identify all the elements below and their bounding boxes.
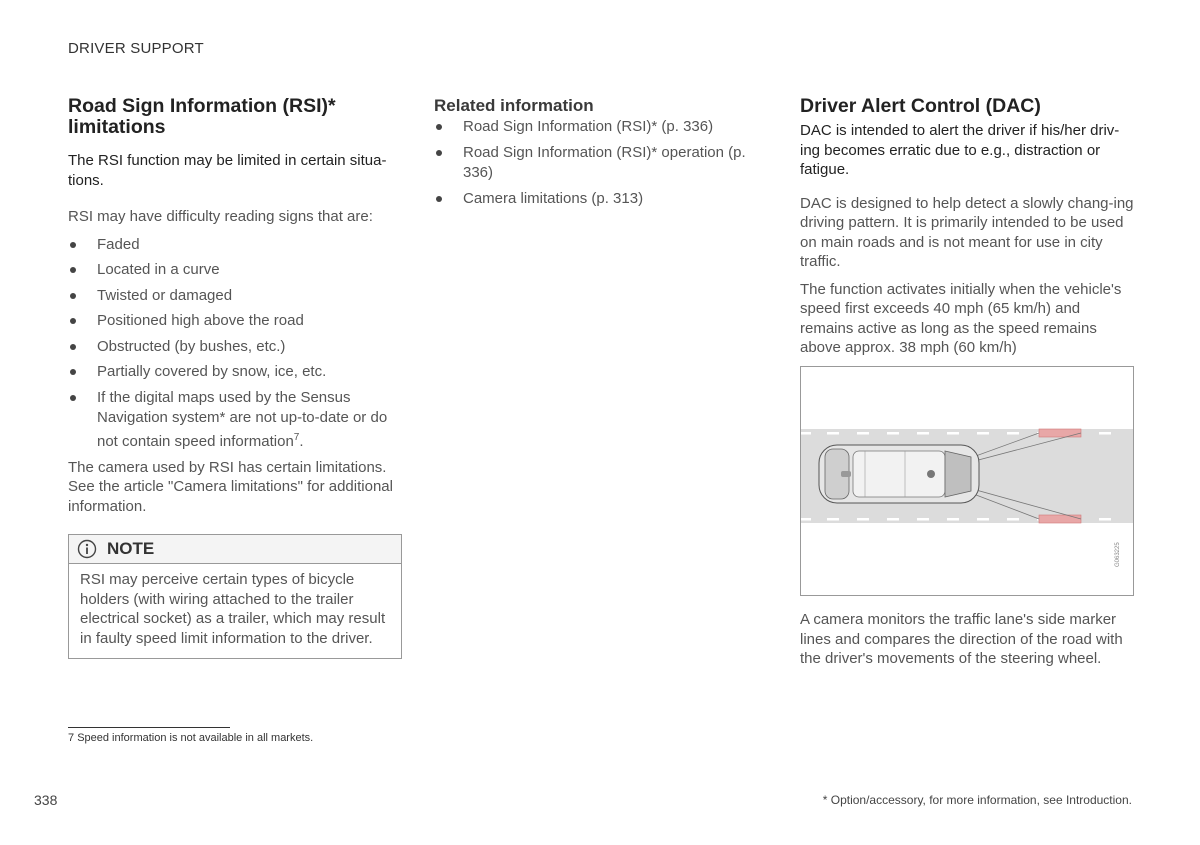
list-item: Faded <box>68 235 402 255</box>
car-top-view-icon <box>819 445 979 503</box>
dac-illustration <box>800 366 1134 596</box>
note-heading: NOTE <box>107 539 155 558</box>
note-box <box>68 534 402 659</box>
rsi-bullet-list <box>68 235 402 452</box>
bullet-dot-icon <box>436 196 442 202</box>
related-link[interactable]: Road Sign Information (RSI)* (p. 336) <box>434 117 754 137</box>
related-link[interactable]: Road Sign Information (RSI)* operation (p. 336) <box>434 143 754 183</box>
camera-lane-diagram <box>801 367 1133 595</box>
bullet-dot-icon <box>70 318 76 324</box>
related-heading: Related information <box>434 96 594 115</box>
dac-lead: DAC is intended to alert the driver if his/her driv-ing becomes erratic due to e.g., distraction or fatigue. <box>800 122 1120 178</box>
note-text: RSI may perceive certain types of bicycle holders (with wiring attached to the trailer electrical socket) as a trailer, which may result in faulty speed limit information to the driver. <box>80 571 386 647</box>
related-link[interactable]: Camera limitations (p. 313) <box>434 189 754 209</box>
bullet-dot-icon <box>70 293 76 299</box>
page-number: 338 <box>34 792 58 808</box>
list-item: Positioned high above the road <box>68 311 402 331</box>
list-item: Twisted or damaged <box>68 286 402 306</box>
bullet-dot-icon <box>70 369 76 375</box>
monitored-marker-bottom <box>1039 515 1081 523</box>
dac-paragraph-2: The function activates initially when the vehicle's speed first exceeds 40 mph (65 km/h) and remains active as long as the speed remains above approx. 38 mph (60 km/h) <box>800 280 1122 356</box>
list-item: If the digital maps used by the Sensus Navigation system* are not up-to-date or do not contain speed information$^7$. <box>68 388 402 452</box>
figure-caption: A camera monitors the traffic lane's side marker lines and compares the direction of the road with the driver's movements of the steering wheel. <box>800 611 1123 667</box>
note-header <box>69 535 401 564</box>
list-item: Located in a curve <box>68 260 402 280</box>
footnote-number: 7 <box>68 732 75 744</box>
related-list <box>434 117 754 209</box>
bullet-dot-icon <box>70 267 76 273</box>
rsi-intro: The RSI function may be limited in certain situa-tions. <box>68 152 387 189</box>
rsi-title: Road Sign Information (RSI)* limitations <box>68 95 336 138</box>
dac-title: Driver Alert Control (DAC) <box>800 95 1041 117</box>
rsi-column <box>68 96 402 659</box>
list-item: Partially covered by snow, ice, etc. <box>68 362 402 382</box>
dac-column <box>800 96 1134 358</box>
footnote <box>68 732 313 744</box>
dac-paragraph-1: DAC is designed to help detect a slowly chang-ing driving pattern. It is primarily intended to be used on main roads and is not meant for use in city traffic. <box>800 194 1134 270</box>
option-footnote: * Option/accessory, for more information, see Introduction. <box>822 793 1132 807</box>
info-circle-icon <box>77 539 97 559</box>
section-header: DRIVER SUPPORT <box>68 40 204 57</box>
bullet-dot-icon <box>70 344 76 350</box>
bullet-dot-icon <box>70 395 76 401</box>
footnote-text: Speed information is not available in all markets. <box>77 732 314 744</box>
bullet-dot-icon <box>436 150 442 156</box>
bullet-dot-icon <box>436 124 442 130</box>
rsi-camera-note: The camera used by RSI has certain limitations. See the article "Camera limitations" for additional information. <box>68 458 393 515</box>
related-column <box>434 96 754 209</box>
figure-code: G063225 <box>1115 542 1121 567</box>
footnote-divider <box>68 727 230 728</box>
bullet-dot-icon <box>70 242 76 248</box>
monitored-marker-top <box>1039 429 1081 437</box>
list-item: Obstructed (by bushes, etc.) <box>68 337 402 357</box>
rsi-difficulty-lead: RSI may have difficulty reading signs that are: <box>68 208 373 225</box>
footnote-ref: 7 <box>293 431 300 443</box>
